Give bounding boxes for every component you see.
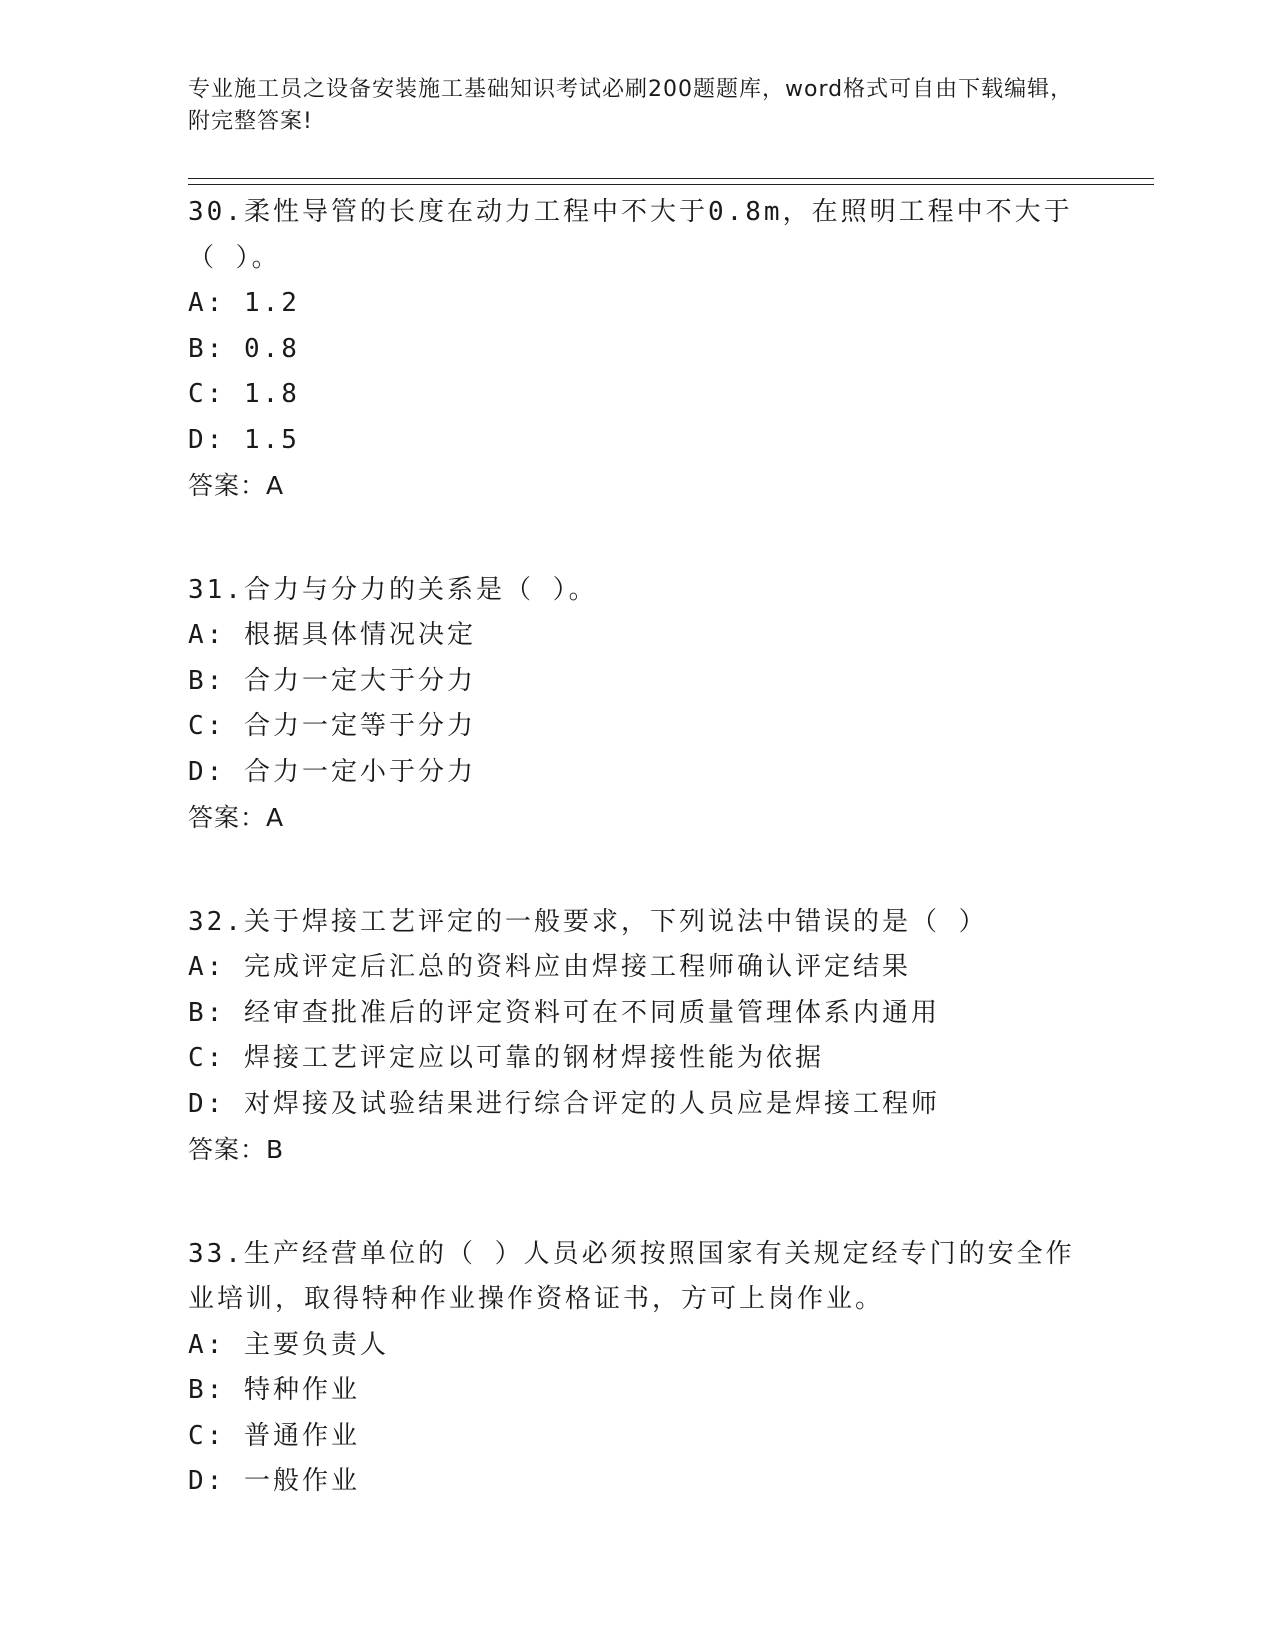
option-b: B: 0.8 bbox=[188, 333, 300, 364]
question-stem: 32.关于焊接工艺评定的一般要求，下列说法中错误的是（ ） bbox=[188, 906, 988, 937]
option-c: C: 合力一定等于分力 bbox=[188, 711, 476, 741]
option-a: A: 完成评定后汇总的资料应由焊接工程师确认评定结果 bbox=[188, 952, 911, 982]
question-stem: 30.柔性导管的长度在动力工程中不大于0.8m，在照明工程中不大于（ ）。 bbox=[188, 197, 1073, 273]
question-31 bbox=[188, 568, 1088, 841]
option-d: D: 一般作业 bbox=[188, 1466, 360, 1496]
option-a: A: 根据具体情况决定 bbox=[188, 620, 476, 650]
question-33 bbox=[188, 1232, 1088, 1505]
question-30 bbox=[188, 190, 1088, 509]
answer-line: 答案：A bbox=[188, 471, 285, 500]
header-divider-top bbox=[188, 178, 1154, 179]
answer-line: 答案：B bbox=[188, 1135, 285, 1164]
option-d: D: 1.5 bbox=[188, 424, 300, 455]
option-b: B: 经审查批准后的评定资料可在不同质量管理体系内通用 bbox=[188, 997, 940, 1028]
option-c: C: 焊接工艺评定应以可靠的钢材焊接性能为依据 bbox=[188, 1043, 824, 1073]
question-list bbox=[188, 190, 1088, 1564]
option-b: B: 特种作业 bbox=[188, 1375, 360, 1405]
document-header: 专业施工员之设备安装施工基础知识考试必刷200题题库，word格式可自由下载编辑，附完整答案! bbox=[188, 77, 1074, 134]
option-a: A: 1.2 bbox=[188, 288, 300, 318]
option-a: A: 主要负责人 bbox=[188, 1329, 389, 1360]
question-stem: 31.合力与分力的关系是（ ）。 bbox=[188, 574, 598, 605]
answer-line: 答案：A bbox=[188, 803, 285, 832]
option-d: D: 合力一定小于分力 bbox=[188, 756, 476, 787]
option-b: B: 合力一定大于分力 bbox=[188, 665, 476, 696]
option-c: C: 1.8 bbox=[188, 379, 300, 409]
option-c: C: 普通作业 bbox=[188, 1420, 360, 1451]
question-stem: 33.生产经营单位的（ ）人员必须按照国家有关规定经专门的安全作业培训，取得特种作业操作资格证书，方可上岗作业。 bbox=[188, 1238, 1075, 1314]
header-divider-bottom bbox=[188, 184, 1154, 185]
option-d: D: 对焊接及试验结果进行综合评定的人员应是焊接工程师 bbox=[188, 1088, 940, 1119]
question-32 bbox=[188, 900, 1088, 1173]
